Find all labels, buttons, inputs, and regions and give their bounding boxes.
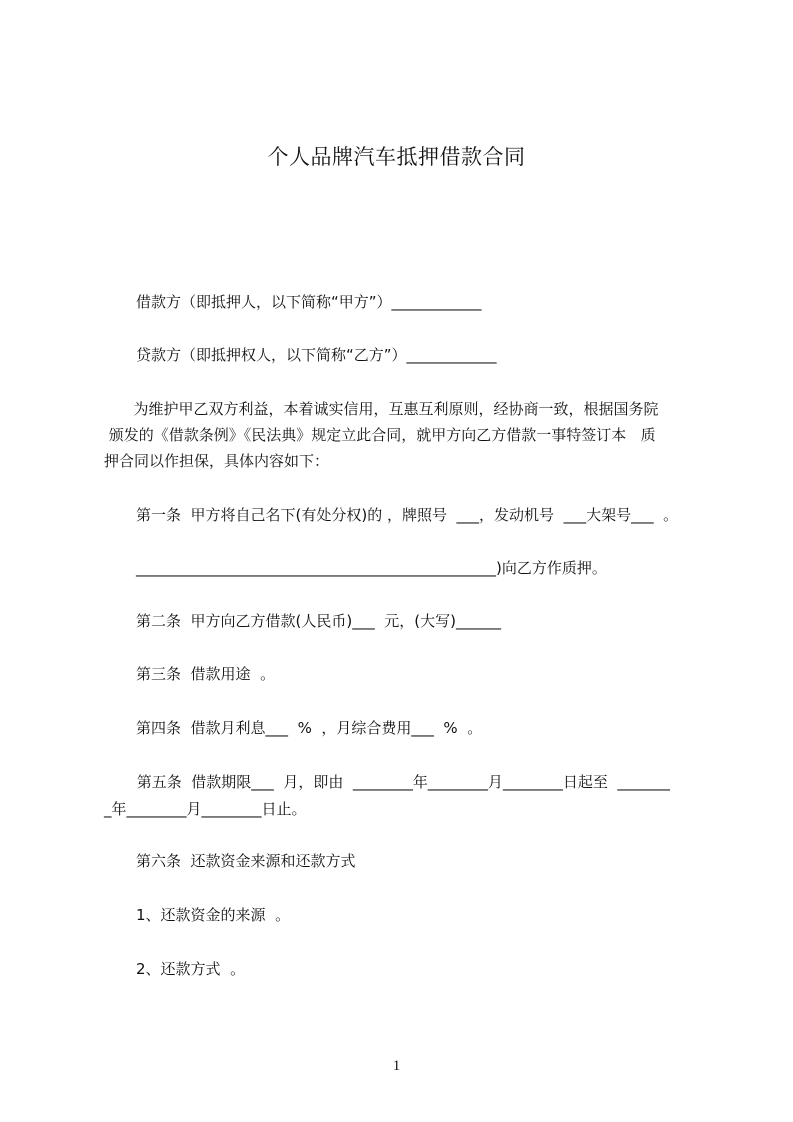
article-4: 第四条 借款月利息___ % ，月综合费用___ % 。 <box>136 719 483 737</box>
article-5-line: 第五条 借款期限___ 月，即由 ________年________月________日起至 _______ <box>132 773 670 791</box>
article-1-line: ________________________________________________)向乙方作质押。 <box>136 559 607 577</box>
document-title: 个人品牌汽车抵押借款合同 <box>267 145 526 169</box>
article-6-item: 2、还款方式 。 <box>136 960 246 978</box>
preamble-line: 为维护甲乙双方利益，本着诚实信用，互惠互利原则，经协商一致，根据国务院 <box>124 400 659 418</box>
page-number: 1 <box>392 1058 401 1074</box>
preamble-line: 押合同以作担保，具体内容如下： <box>104 452 330 470</box>
article-3: 第三条 借款用途 。 <box>136 665 276 683</box>
article-6-item: 1、还款资金的来源 。 <box>136 906 291 924</box>
lender-line: 贷款方（即抵押权人，以下简称“乙方”）____________ <box>136 346 497 364</box>
article-1-line: 第一条 甲方将自己名下(有处分权)的 ，牌照号 ___，发动机号 ___大架号___ 。 <box>136 506 679 524</box>
article-6-heading: 第六条 还款资金来源和还款方式 <box>136 852 356 870</box>
preamble-line: 颁发的《借款条例》《民法典》规定立此合同，就甲方向乙方借款一事特签订本 质 <box>104 426 656 444</box>
borrower-line: 借款方（即抵押人，以下简称“甲方”）____________ <box>136 293 482 311</box>
article-2: 第二条 甲方向乙方借款(人民币)___ 元，(大写)______ <box>136 612 501 630</box>
article-5-line: _年________月________日止。 <box>104 800 307 818</box>
